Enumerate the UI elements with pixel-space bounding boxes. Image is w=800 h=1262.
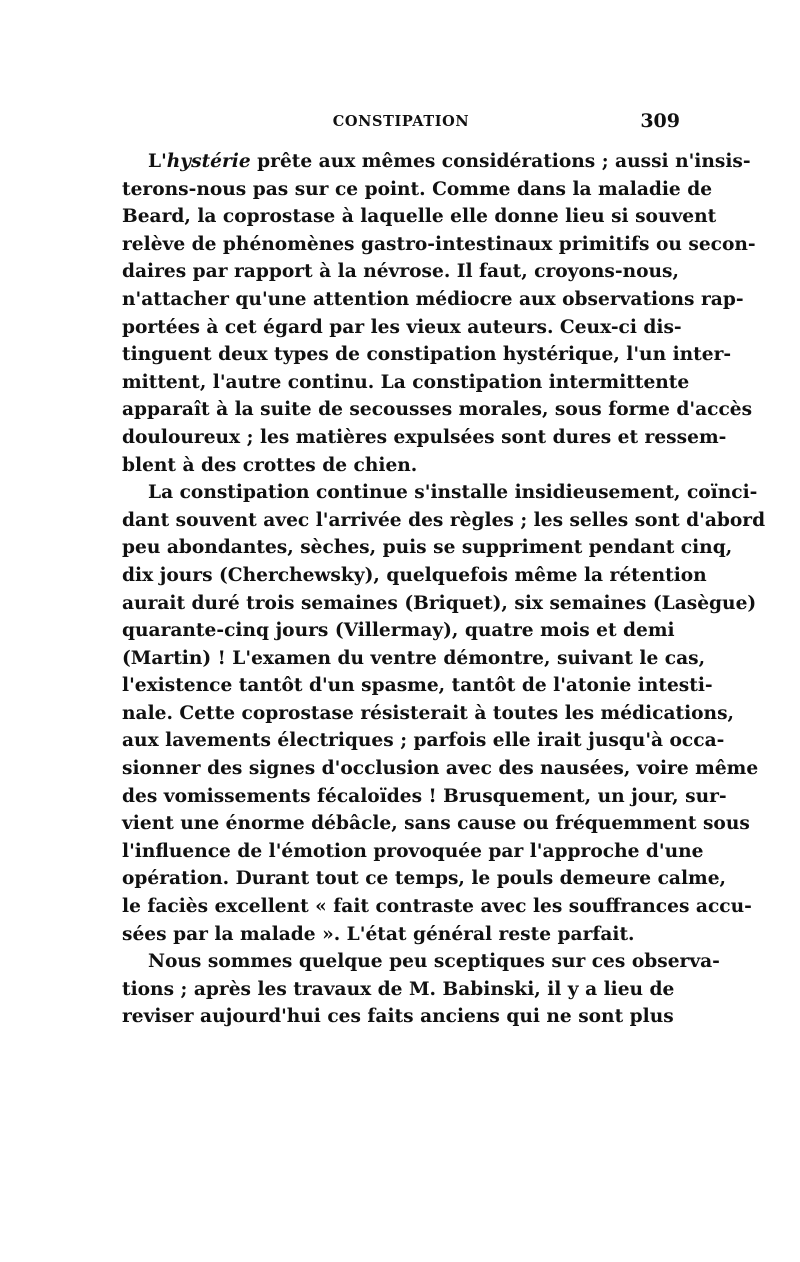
text-line: reviser aujourd'hui ces faits anciens qui ne sont plus	[122, 1006, 674, 1028]
text-fragment: L'	[148, 151, 167, 172]
text-line: dant souvent avec l'arrivée des règles ; les selles sont d'abord	[122, 509, 766, 531]
text-line: des vomissements fécaloïdes ! Brusquement, un jour, sur-	[122, 785, 727, 807]
text-line: l'influence de l'émotion provoquée par l'approche d'une	[122, 840, 704, 862]
text-line: Beard, la coprostase à laquelle elle donne lieu si souvent	[122, 206, 717, 228]
text-line	[122, 148, 751, 176]
running-title: CONSTIPATION	[332, 113, 470, 130]
text-line: relève de phénomènes gastro-intestinaux primitifs ou secon-	[122, 233, 756, 255]
text-line: vient une énorme débâcle, sans cause ou fréquemment sous	[122, 813, 750, 835]
text-line: douloureux ; les matières expulsées sont dures et ressem-	[122, 426, 727, 448]
text-line: (Martin) ! L'examen du ventre démontre, suivant le cas,	[122, 647, 706, 669]
text-line: La constipation continue s'installe insidieusement, coïnci-	[148, 482, 758, 504]
text-line: aux lavements électriques ; parfois elle irait jusqu'à occa-	[122, 730, 725, 752]
running-head	[122, 110, 680, 139]
text-line: sées par la malade ». L'état général reste parfait.	[122, 923, 635, 945]
text-line: blent à des crottes de chien.	[122, 454, 418, 476]
text-line: le faciès excellent « fait contraste avec les souffrances accu-	[122, 896, 752, 918]
text-line: tions ; après les travaux de M. Babinski, il y a lieu de	[122, 978, 675, 1000]
text-line: dix jours (Cherchewsky), quelquefois même la rétention	[122, 564, 707, 586]
text-line: l'existence tantôt d'un spasme, tantôt de l'atonie intesti-	[122, 675, 713, 697]
text-line: portées à cet égard par les vieux auteurs. Ceux-ci dis-	[122, 316, 682, 338]
italic-term: hystérie	[166, 151, 251, 172]
text-line: mittent, l'autre continu. La constipation intermittente	[122, 371, 690, 393]
body-text	[122, 148, 766, 1031]
text-line: sionner des signes d'occlusion avec des nausées, voire même	[122, 758, 759, 780]
text-line: opération. Durant tout ce temps, le pouls demeure calme,	[122, 868, 727, 890]
text-fragment: prête aux mêmes considérations ; aussi n'insis-	[250, 151, 751, 172]
text-line: terons-nous pas sur ce point. Comme dans la maladie de	[122, 178, 713, 200]
text-line: tinguent deux types de constipation hystérique, l'un inter-	[122, 344, 732, 366]
page-number: 309	[640, 110, 680, 132]
text-line: nale. Cette coprostase résisterait à toutes les médications,	[122, 702, 735, 724]
text-line: daires par rapport à la névrose. Il faut, croyons-nous,	[122, 261, 679, 283]
text-line: aurait duré trois semaines (Briquet), six semaines (Lasègue)	[122, 592, 757, 614]
text-line: n'attacher qu'une attention médiocre aux observations rap-	[122, 288, 744, 310]
text-line: apparaît à la suite de secousses morales, sous forme d'accès	[122, 399, 753, 421]
text-line: quarante-cinq jours (Villermay), quatre mois et demi	[122, 620, 675, 642]
text-line: Nous sommes quelque peu sceptiques sur ces observa-	[148, 951, 720, 973]
text-line: peu abondantes, sèches, puis se suppriment pendant cinq,	[122, 537, 733, 559]
